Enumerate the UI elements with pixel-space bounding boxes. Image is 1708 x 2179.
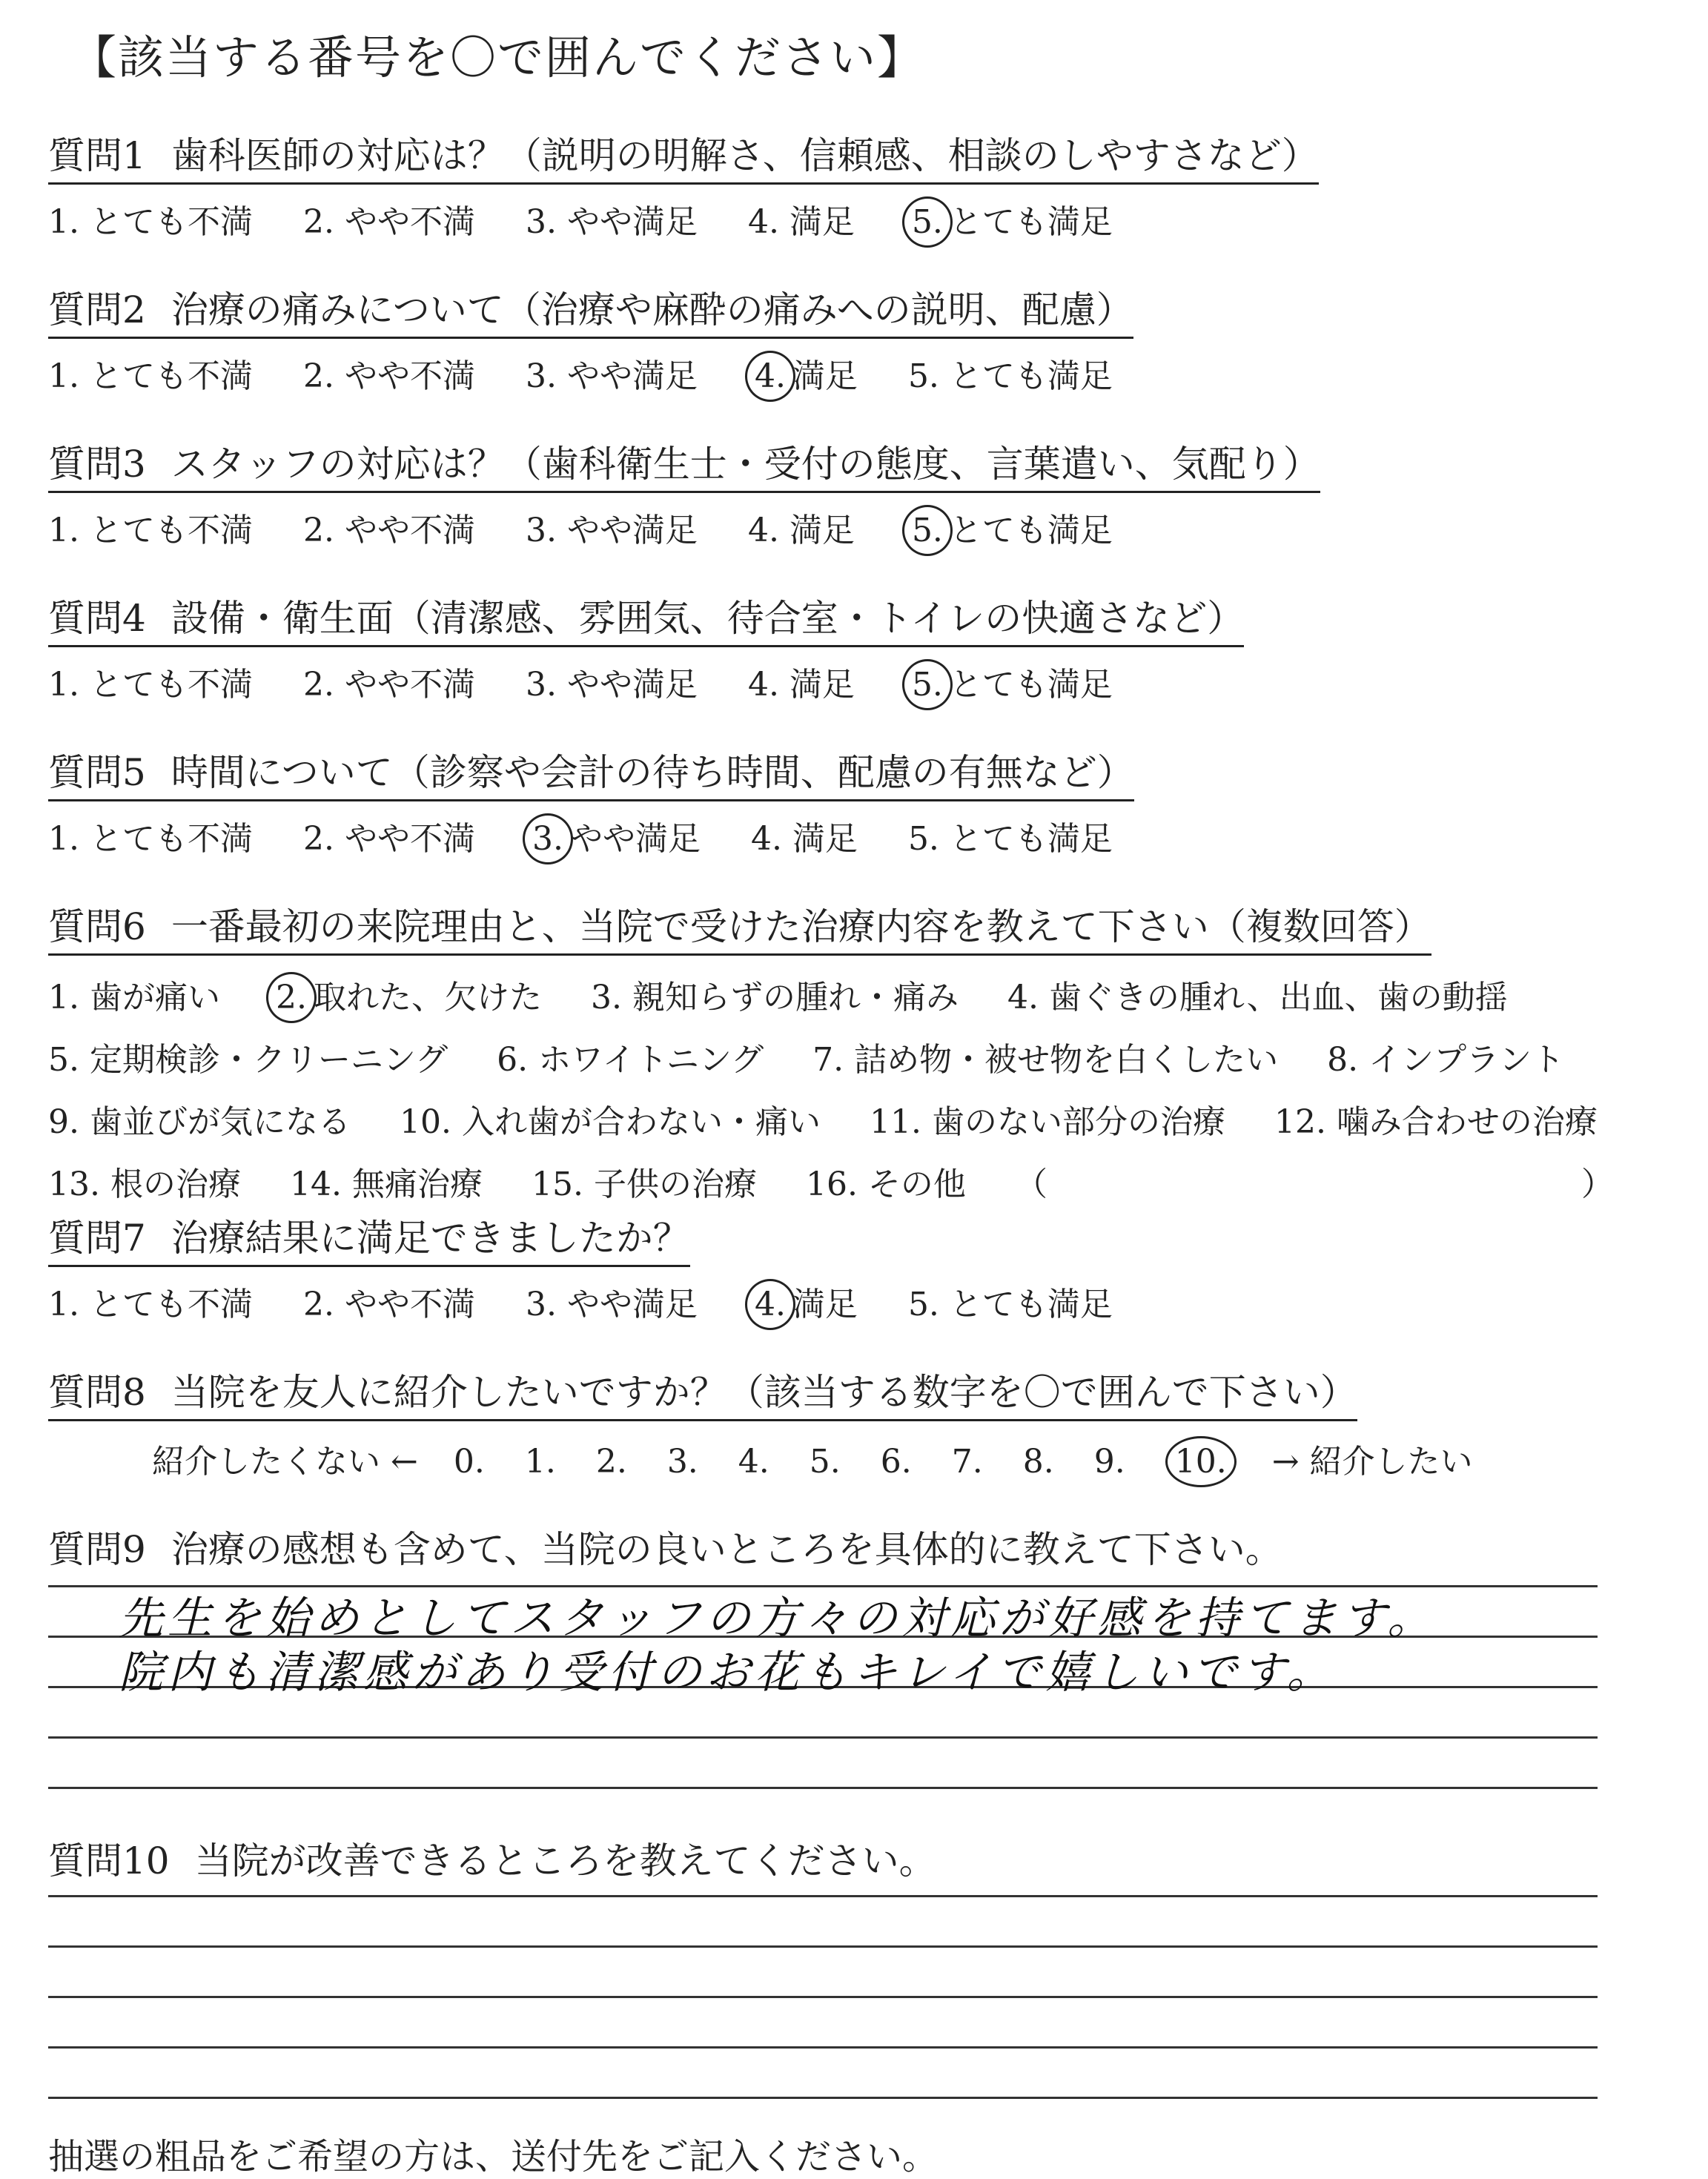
option-5[interactable]: 5. とても満足 — [907, 357, 1113, 395]
question-3 — [48, 434, 1679, 551]
handwritten-answer-line-2: 院内も清潔感があり受付のお花もキレイで嬉しいです。 — [119, 1647, 1336, 1699]
question-title — [48, 280, 1133, 339]
reason-option-selected[interactable]: 2. 取れた、欠けた — [269, 971, 542, 1018]
scale-value[interactable]: 9. — [1093, 1443, 1125, 1481]
option-2[interactable]: 2. やや不満 — [302, 203, 475, 241]
question-number: 質問6 — [48, 905, 146, 948]
question-title — [48, 1363, 1357, 1421]
reason-option[interactable]: 10. 入れ歯が合わない・痛い — [399, 1103, 821, 1141]
question-title — [48, 1208, 690, 1267]
option-1[interactable]: 1. とても不満 — [48, 203, 253, 241]
option-3[interactable]: 3. やや満足 — [525, 512, 698, 549]
instruction-header: 【該当する番号を〇で囲んでください】 — [70, 30, 925, 85]
question-2 — [48, 280, 1679, 397]
option-4[interactable]: 4. 満足 — [747, 666, 855, 704]
option-4-selected[interactable]: 4. 満足 — [748, 349, 858, 397]
question-title — [48, 743, 1134, 801]
question-text: スタッフの対応は？（歯科衛生士・受付の態度、言葉遣い、気配り） — [171, 443, 1320, 486]
reason-option[interactable]: 9. 歯並びが気になる — [48, 1103, 351, 1141]
rating-options — [48, 658, 1679, 705]
option-4[interactable]: 4. 満足 — [750, 820, 858, 858]
question-number: 質問1 — [48, 134, 146, 177]
option-1[interactable]: 1. とても不満 — [48, 1286, 253, 1323]
option-5-selected[interactable]: 5. とても満足 — [905, 503, 1113, 551]
question-text: 時間について（診察や会計の待ち時間、配慮の有無など） — [171, 751, 1134, 794]
reason-option[interactable]: 6. ホワイトニング — [497, 1041, 764, 1079]
question-number: 質問3 — [48, 443, 146, 486]
question-title — [48, 1831, 1679, 1885]
option-3[interactable]: 3. やや満足 — [525, 357, 698, 395]
option-5-selected[interactable]: 5. とても満足 — [905, 658, 1113, 705]
options-row — [48, 1157, 1679, 1205]
scale-left-label: 紹介したくない ← — [152, 1443, 418, 1481]
scale-value[interactable]: 8. — [1022, 1443, 1054, 1481]
question-text: 設備・衛生面（清潔感、雰囲気、待合室・トイレの快適さなど） — [171, 597, 1245, 640]
scale-value[interactable]: 7. — [951, 1443, 983, 1481]
option-1[interactable]: 1. とても不満 — [48, 357, 253, 395]
question-number: 質問2 — [48, 288, 146, 331]
question-6 — [48, 897, 1679, 1205]
question-text: 歯科医師の対応は？（説明の明解さ、信頼感、相談のしやすさなど） — [171, 134, 1319, 177]
reason-option[interactable]: 7. 詰め物・被せ物を白くしたい — [812, 1041, 1279, 1079]
question-number: 質問5 — [48, 751, 146, 794]
question-5 — [48, 743, 1679, 859]
reason-option[interactable]: 12. 噛み合わせの治療 — [1274, 1103, 1598, 1141]
reason-option[interactable]: 14. 無痛治療 — [289, 1165, 483, 1203]
option-4-selected[interactable]: 4. 満足 — [748, 1277, 858, 1325]
question-text: 治療結果に満足できましたか？ — [171, 1217, 690, 1260]
option-4[interactable]: 4. 満足 — [747, 512, 855, 549]
question-title — [48, 126, 1319, 185]
question-1 — [48, 126, 1679, 242]
answer-line — [48, 1736, 1598, 1739]
reason-option[interactable]: 13. 根の治療 — [48, 1165, 241, 1203]
answer-line — [48, 2046, 1598, 2049]
option-3[interactable]: 3. やや満足 — [525, 666, 698, 704]
options-row — [48, 1095, 1679, 1143]
option-2[interactable]: 2. やや不満 — [302, 512, 475, 549]
question-10 — [48, 1831, 1679, 1885]
question-number: 質問9 — [48, 1528, 146, 1571]
question-number: 質問4 — [48, 597, 146, 640]
scale-value[interactable]: 6. — [880, 1443, 912, 1481]
question-number: 質問10 — [48, 1839, 170, 1882]
option-3[interactable]: 3. やや満足 — [525, 203, 698, 241]
question-text: 治療の感想も含めて、当院の良いところを具体的に教えて下さい。 — [171, 1528, 1282, 1571]
reason-option[interactable]: 11. 歯のない部分の治療 — [869, 1103, 1225, 1141]
rating-options — [48, 349, 1679, 397]
question-7 — [48, 1208, 1679, 1325]
option-1[interactable]: 1. とても不満 — [48, 666, 253, 704]
scale-value[interactable]: 4. — [738, 1443, 769, 1481]
scale-value-selected[interactable]: 10. — [1165, 1436, 1237, 1487]
option-4[interactable]: 4. 満足 — [747, 203, 855, 241]
option-5[interactable]: 5. とても満足 — [907, 820, 1113, 858]
scale-right-label: → 紹介したい — [1271, 1443, 1473, 1481]
question-8 — [48, 1363, 1679, 1487]
rating-options — [48, 812, 1679, 859]
option-2[interactable]: 2. やや不満 — [302, 357, 475, 395]
reason-option[interactable]: 3. 親知らずの腫れ・痛み — [590, 979, 959, 1016]
scale-value[interactable]: 2. — [595, 1443, 627, 1481]
question-text: 治療の痛みについて（治療や麻酔の痛みへの説明、配慮） — [171, 288, 1133, 331]
reason-option[interactable]: 1. 歯が痛い — [48, 979, 220, 1016]
rating-options — [48, 503, 1679, 551]
answer-line — [48, 1945, 1598, 1948]
reason-option[interactable]: 8. インプラント — [1327, 1041, 1565, 1079]
question-title — [48, 434, 1320, 493]
reason-option-other[interactable]: 16. その他 — [805, 1165, 966, 1203]
answer-line — [48, 2097, 1598, 2099]
option-1[interactable]: 1. とても不満 — [48, 512, 253, 549]
handwritten-answer-line-1: 先生を始めとしてスタッフの方々の対応が好感を持てます。 — [119, 1593, 1437, 1644]
option-2[interactable]: 2. やや不満 — [302, 666, 475, 704]
other-input[interactable]: （ ） — [1014, 1165, 1614, 1203]
question-4 — [48, 589, 1679, 705]
question-title — [48, 589, 1244, 647]
scale-value[interactable]: 5. — [809, 1443, 841, 1481]
scale-value[interactable]: 3. — [666, 1443, 698, 1481]
options-row — [48, 971, 1679, 1018]
option-5[interactable]: 5. とても満足 — [907, 1286, 1113, 1323]
option-2[interactable]: 2. やや不満 — [302, 1286, 475, 1323]
question-number: 質問7 — [48, 1217, 146, 1260]
options-row — [48, 1033, 1679, 1080]
answer-line — [48, 1996, 1598, 1998]
option-5-selected[interactable]: 5. とても満足 — [905, 195, 1113, 242]
reason-options — [48, 971, 1679, 1205]
reason-option[interactable]: 4. 歯ぐきの腫れ、出血、歯の動揺 — [1007, 979, 1508, 1016]
question-number: 質問8 — [48, 1371, 146, 1414]
rating-options — [48, 195, 1679, 242]
recommend-scale — [152, 1435, 1679, 1487]
question-text: 一番最初の来院理由と、当院で受けた治療内容を教えて下さい（複数回答） — [171, 905, 1431, 948]
question-title — [48, 897, 1431, 956]
option-1[interactable]: 1. とても不満 — [48, 820, 253, 858]
scale-value[interactable]: 1. — [524, 1443, 556, 1481]
rating-options — [48, 1277, 1679, 1325]
scale-value[interactable]: 0. — [453, 1443, 485, 1481]
question-text: 当院が改善できるところを教えてください。 — [194, 1839, 936, 1882]
footer-note: 抽選の粗品をご希望の方は、送付先をご記入ください。 — [48, 2136, 939, 2178]
reason-option[interactable]: 5. 定期検診・クリーニング — [48, 1041, 448, 1079]
question-title — [48, 1520, 1679, 1573]
answer-line — [48, 1895, 1598, 1897]
question-text: 当院を友人に紹介したいですか？（該当する数字を〇で囲んで下さい） — [171, 1371, 1357, 1414]
option-3-selected[interactable]: 3. やや満足 — [526, 812, 701, 859]
question-9 — [48, 1520, 1679, 1573]
reason-option[interactable]: 15. 子供の治療 — [531, 1165, 757, 1203]
answer-line — [48, 1787, 1598, 1789]
option-2[interactable]: 2. やや不満 — [302, 820, 475, 858]
option-3[interactable]: 3. やや満足 — [525, 1286, 698, 1323]
